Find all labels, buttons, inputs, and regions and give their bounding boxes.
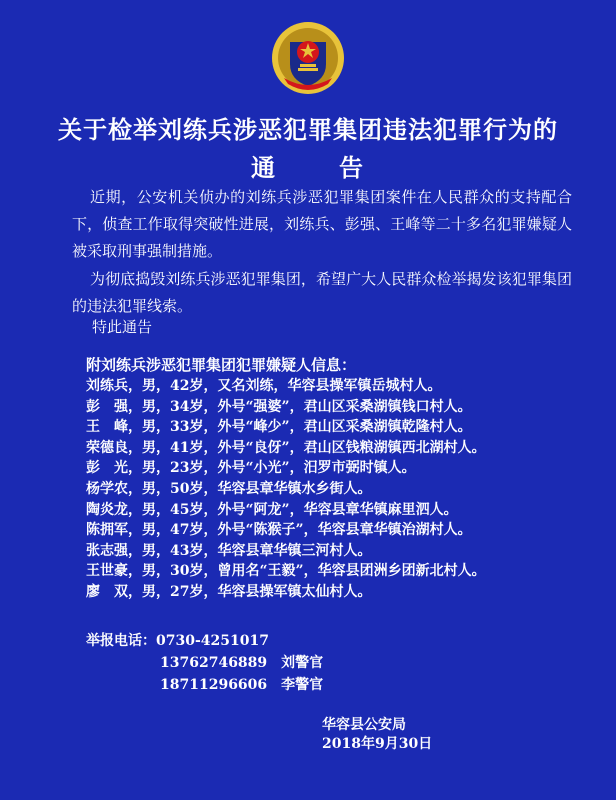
list-item: 陈拥军，男，47岁，外号“陈猴子”，华容县章华镇治湖村人。: [86, 522, 472, 539]
report-phone-main: 举报电话：0730-4251017: [86, 633, 269, 649]
list-item: 荣德良，男，41岁，外号“良伢”，君山区钱粮湖镇西北湖村人。: [86, 439, 486, 456]
report-phone-li: 18711296606 李警官: [160, 677, 324, 693]
list-item: 廖 双，男，27岁，华容县操军镇太仙村人。: [86, 583, 372, 600]
list-item: 刘练兵，男，42岁，又名刘练，华容县操军镇岳城村人。: [86, 378, 442, 394]
issue-date: 2018年9月30日: [322, 736, 433, 752]
body-paragraph-2: 为彻底捣毁刘练兵涉恶犯罪集团，希望广大人民群众检举揭发该犯罪集团的违法犯罪线索。: [72, 270, 572, 315]
title-char-gao: 告: [339, 153, 365, 182]
notice-title: 关于检举刘练兵涉恶犯罪集团违法犯罪行为的: [58, 115, 558, 144]
list-item: 彭 强，男，34岁，外号“强婆”，君山区采桑湖镇钱口村人。: [86, 398, 472, 415]
report-phone-liu: 13762746889 刘警官: [160, 655, 324, 671]
list-item: 张志强，男，43岁，华容县章华镇三河村人。: [86, 542, 372, 559]
suspect-list: [86, 376, 486, 603]
special-notice-text: 特此通告: [92, 318, 153, 336]
police-emblem-icon: [268, 18, 348, 98]
list-item: 陶炎龙，男，45岁，外号“阿龙”，华容县章华镇麻里泗人。: [86, 501, 458, 518]
title-char-tong: 通: [251, 153, 277, 182]
list-item: 王世豪，男，30岁，曾用名“王毅”，华容县团洲乡团新北村人。: [86, 563, 486, 580]
issuing-authority: 华容县公安局: [322, 717, 406, 733]
list-item: 王 峰，男，33岁，外号“峰少”，君山区采桑湖镇乾隆村人。: [86, 419, 472, 436]
notice-title-second-line: [0, 148, 616, 183]
report-hotline: [86, 630, 323, 696]
suspect-list-title: 附刘练兵涉恶犯罪集团犯罪嫌疑人信息：: [86, 356, 357, 374]
signature-block: [322, 716, 432, 754]
list-item: 彭 光，男，23岁，外号“小光”，汨罗市弼时镇人。: [86, 460, 416, 477]
list-item: 杨学农，男，50岁，华容县章华镇水乡街人。: [86, 480, 372, 497]
body-paragraph-1: 近期，公安机关侦办的刘练兵涉恶犯罪集团案件在人民群众的支持配合下，侦查工作取得突破性进展，刘练兵、彭强、王峰等二十多名犯罪嫌疑人被采取刑事强制措施。: [72, 188, 572, 260]
